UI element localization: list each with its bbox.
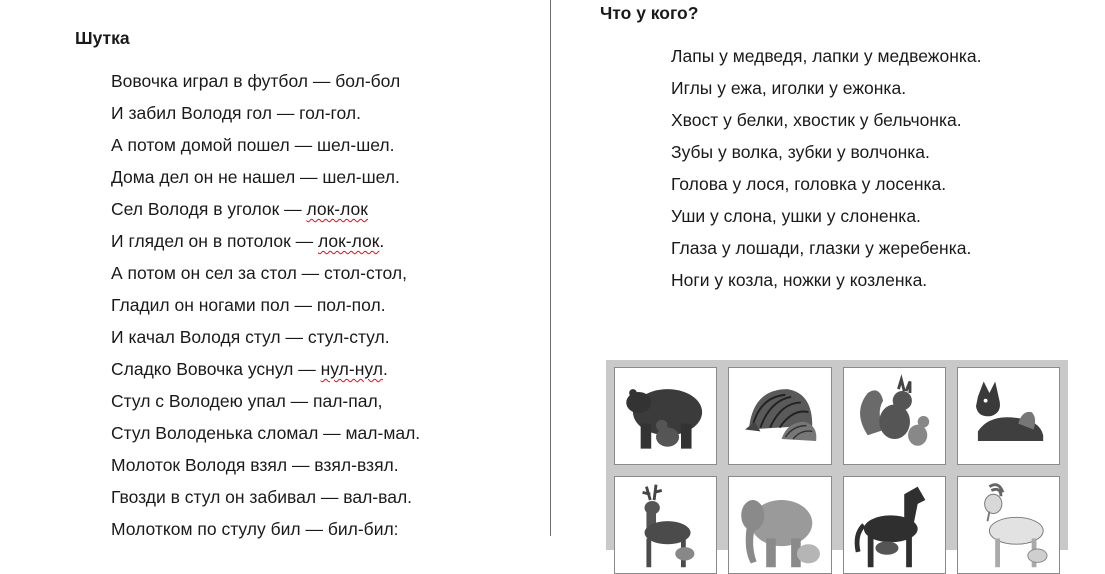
section-title: Что у кого?	[600, 3, 699, 23]
animal-phrases	[671, 42, 982, 298]
animal-cell	[957, 476, 1060, 574]
spellcheck-mark: лок-лок	[318, 231, 380, 251]
phrase-line: Уши у слона, ушки у слоненка.	[671, 206, 921, 226]
poem-line: И забил Володя гол — гол-гол.	[111, 103, 361, 123]
poem-line: Стул Володенька сломал — мал-мал.	[111, 423, 421, 443]
spellcheck-mark: нул-нул	[320, 359, 383, 379]
animal-cell	[728, 476, 831, 574]
animal-cell	[843, 367, 946, 465]
poem-line: И глядел он в потолок — лок-лок.	[111, 231, 385, 251]
poem-line: Стул с Володею упал — пал-пал,	[111, 391, 383, 411]
phrase-line: Иглы у ежа, иголки у ежонка.	[671, 78, 907, 98]
animal-cell	[614, 476, 717, 574]
phrase-line: Голова у лося, головка у лосенка.	[671, 174, 947, 194]
goat-icon	[958, 477, 1059, 573]
poem-line: Гладил он ногами пол — пол-пол.	[111, 295, 386, 315]
poem-line: Молотком по стулу бил — бил-бил:	[111, 519, 399, 539]
horse-icon	[844, 477, 945, 573]
phrase-line: Ноги у козла, ножки у козленка.	[671, 270, 928, 290]
poem-line: Дома дел он не нашел — шел-шел.	[111, 167, 400, 187]
phrase-line: Хвост у белки, хвостик у бельчонка.	[671, 110, 962, 130]
poem-line: А потом домой пошел — шел-шел.	[111, 135, 395, 155]
bear-icon	[615, 368, 716, 464]
poem-line: Сел Володя в уголок — лок-лок	[111, 199, 368, 219]
phrase-line: Глаза у лошади, глазки у жеребенка.	[671, 238, 972, 258]
animal-picture-grid	[606, 360, 1068, 550]
poem	[111, 67, 420, 547]
spellcheck-mark: лок-лок	[306, 199, 368, 219]
elephant-icon	[729, 477, 830, 573]
poem-line: Гвозди в стул он забивал — вал-вал.	[111, 487, 413, 507]
poem-line: Сладко Вовочка уснул — нул-нул.	[111, 359, 388, 379]
poem-line: И качал Володя стул — стул-стул.	[111, 327, 390, 347]
squirrel-icon	[844, 368, 945, 464]
poem-line: А потом он сел за стол — стол-стол,	[111, 263, 407, 283]
animal-cell	[957, 367, 1060, 465]
phrase-line: Зубы у волка, зубки у волчонка.	[671, 142, 930, 162]
poem-line: Молоток Володя взял — взял-взял.	[111, 455, 399, 475]
phrase-line: Лапы у медведя, лапки у медвежонка.	[671, 46, 982, 66]
poem-line: Вовочка играл в футбол — бол-бол	[111, 71, 401, 91]
animal-cell	[728, 367, 831, 465]
wolf-icon	[958, 368, 1059, 464]
animal-cell	[843, 476, 946, 574]
animal-cell	[614, 367, 717, 465]
elk-icon	[615, 477, 716, 573]
poem-title: Шутка	[75, 28, 130, 48]
column-divider	[550, 0, 551, 536]
hedgehog-icon	[729, 368, 830, 464]
